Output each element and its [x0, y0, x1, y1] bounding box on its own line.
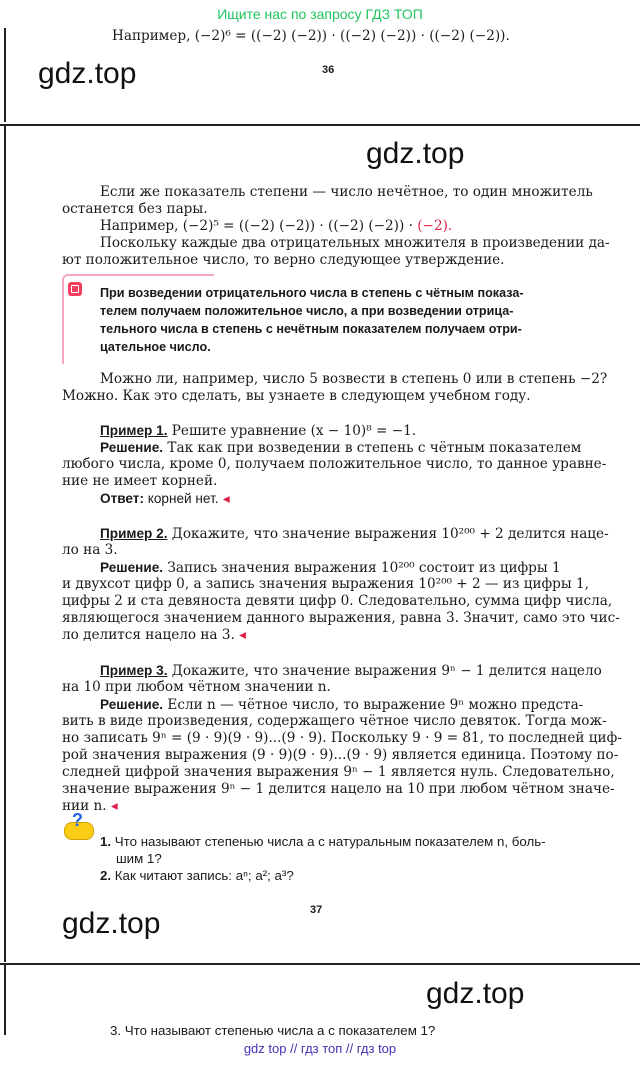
page-number-36: 36 [322, 64, 335, 76]
example1-answer-label: Ответ: [100, 491, 144, 506]
example3-solution-text-7: нии n. [62, 798, 107, 814]
example2-task-line-2: ло на 3. [62, 542, 118, 558]
example1-task-text: Решите уравнение (x − 10)⁸ = −1. [167, 423, 417, 439]
example3-solution-line-3: но записать 9ⁿ = (9 · 9)(9 · 9)...(9 · 9). Поскольку 9 · 9 = 81, то последней циф- [62, 730, 622, 746]
example2-solution-line-2: и двухсот цифр 0, а запись значения выражения 10²⁰⁰ + 2 — из цифры 1, [62, 576, 589, 592]
example1-solution-text-1: Так как при возведении в степень с чётным показателем [163, 440, 582, 456]
intro-line-1: Если же показатель степени — число нечётное, то один множитель [100, 184, 593, 200]
end-marker-icon: ◂ [222, 491, 230, 507]
example1-label: Пример 1. [100, 423, 168, 438]
example3-task-line-2: на 10 при любом чётном значении n. [62, 679, 331, 695]
example3-solution-line-2: вить в виде произведения, содержащего чётное число девяток. Тогда мож- [62, 713, 607, 729]
example2-label: Пример 2. [100, 526, 168, 541]
end-marker-icon: ◂ [110, 798, 118, 814]
example1-solution-label: Решение. [100, 440, 164, 455]
watermark-1: gdz.top [38, 57, 137, 90]
example1-solution-line-2: любого числа, кроме 0, получаем положительное число, то данное уравне- [62, 456, 607, 472]
review-question-2-num: 2. [100, 868, 112, 883]
example3-solution-text-1: Если n — чётное число, то выражение 9ⁿ можно предста- [163, 697, 584, 713]
example1-solution-line-1 [62, 439, 582, 457]
rule-line-1: При возведении отрицательного числа в степень с чётным показа- [100, 286, 524, 300]
example3-task-line-1 [62, 662, 602, 680]
example2-solution-text-1: Запись значения выражения 10²⁰⁰ состоит из цифры 1 [163, 560, 561, 576]
end-marker-icon: ◂ [239, 627, 246, 643]
intro-line-5: ют положительное число, то верно следующее утверждение. [62, 252, 505, 268]
question-line-1: Можно ли, например, число 5 возвести в степень 0 или в степень −2? [100, 371, 608, 387]
example2-solution-line-1 [62, 559, 574, 577]
intro-line-2: останется без пары. [62, 201, 208, 217]
page-divider-1 [0, 124, 640, 126]
rule-marker-icon [68, 282, 82, 296]
question-mark-icon: ? [72, 810, 83, 830]
example3-label: Пример 3. [100, 663, 168, 678]
footer-links[interactable]: gdz top // гдз топ // гдз top [243, 1041, 397, 1056]
example1-answer-text: корней нет. [143, 491, 219, 506]
question-line-2: Можно. Как это сделать, вы узнаете в следующем учебном году. [62, 388, 531, 404]
watermark-2: gdz.top [366, 137, 465, 170]
review-question-1-text: Что называют степенью числа a с натуральным показателем n, боль- [114, 834, 546, 849]
rule-line-4: цательное число. [100, 340, 211, 354]
cut-text-top: Например, (−2)⁶ = ((−2) (−2)) · ((−2) (−2)) · ((−2) (−2)). [112, 28, 510, 44]
page-border-left-main [4, 126, 6, 962]
example3-solution-line-6: значение выражения 9ⁿ − 1 делится нацело на 10 при любом чётном значе- [62, 781, 615, 797]
example2-solution-line-4: являющегося значением данного выражения, равна 3. Значит, само это чис- [62, 610, 620, 626]
intro-highlight: (−2). [417, 218, 453, 234]
watermark-4: gdz.top [426, 977, 525, 1010]
example2-task-text-1: Докажите, что значение выражения 10²⁰⁰ + 2 делится наце- [167, 526, 609, 542]
review-question-2-text: Как читают запись: aⁿ; a²; a³? [114, 868, 294, 883]
review-question-2 [100, 867, 580, 884]
example3-solution-line-7 [62, 798, 574, 815]
intro-line-3 [62, 218, 574, 235]
review-question-1-text-cont: шим 1? [116, 851, 162, 866]
page-number-37: 37 [310, 904, 323, 916]
cut-text-bottom: 3. Что называют степенью числа a с показателем 1? [110, 1023, 436, 1035]
example3-solution-line-1 [62, 696, 584, 714]
example2-task-line-1 [62, 525, 609, 543]
review-question-1-cont [116, 850, 596, 867]
top-banner: Ищите нас по запросу ГДЗ ТОП [217, 6, 423, 22]
example2-solution-label: Решение. [100, 560, 164, 575]
example2-solution-line-3: цифры 2 и ста девяноста девяти цифр 0. Следовательно, сумма цифр числа, [62, 593, 613, 609]
rule-line-3: тельного числа в степень с нечётным показателем получаем отри- [100, 322, 522, 336]
example3-solution-line-5: следней цифрой значения выражения 9ⁿ − 1 является нуль. Следовательно, [62, 764, 615, 780]
review-question-1-num: 1. [100, 834, 112, 849]
example2-solution-text-5: ло делится нацело на 3. [62, 627, 235, 643]
page-border-left-top [4, 28, 6, 122]
example1-solution-line-3: ние не имеет корней. [62, 473, 218, 489]
intro-example-text: Например, (−2)⁵ = ((−2) (−2)) · ((−2) (−2)) · [100, 218, 418, 234]
example3-solution-line-4: рой значения выражения (9 · 9)(9 · 9)...(9 · 9) является единица. Поэтому по- [62, 747, 619, 763]
intro-line-4: Поскольку каждые два отрицательных множителя в произведении да- [100, 235, 610, 251]
example2-solution-line-5 [62, 627, 574, 644]
rule-line-2: телем получаем положительное число, а при возведении отрица- [100, 304, 514, 318]
example1-task [62, 422, 574, 440]
example3-task-text-1: Докажите, что значение выражения 9ⁿ − 1 делится нацело [167, 663, 602, 679]
example1-answer [62, 490, 574, 508]
example3-solution-label: Решение. [100, 697, 164, 712]
page-border-left-bottom [4, 965, 6, 1035]
watermark-3: gdz.top [62, 907, 161, 940]
review-question-1 [100, 833, 580, 850]
page-divider-2 [0, 963, 640, 965]
